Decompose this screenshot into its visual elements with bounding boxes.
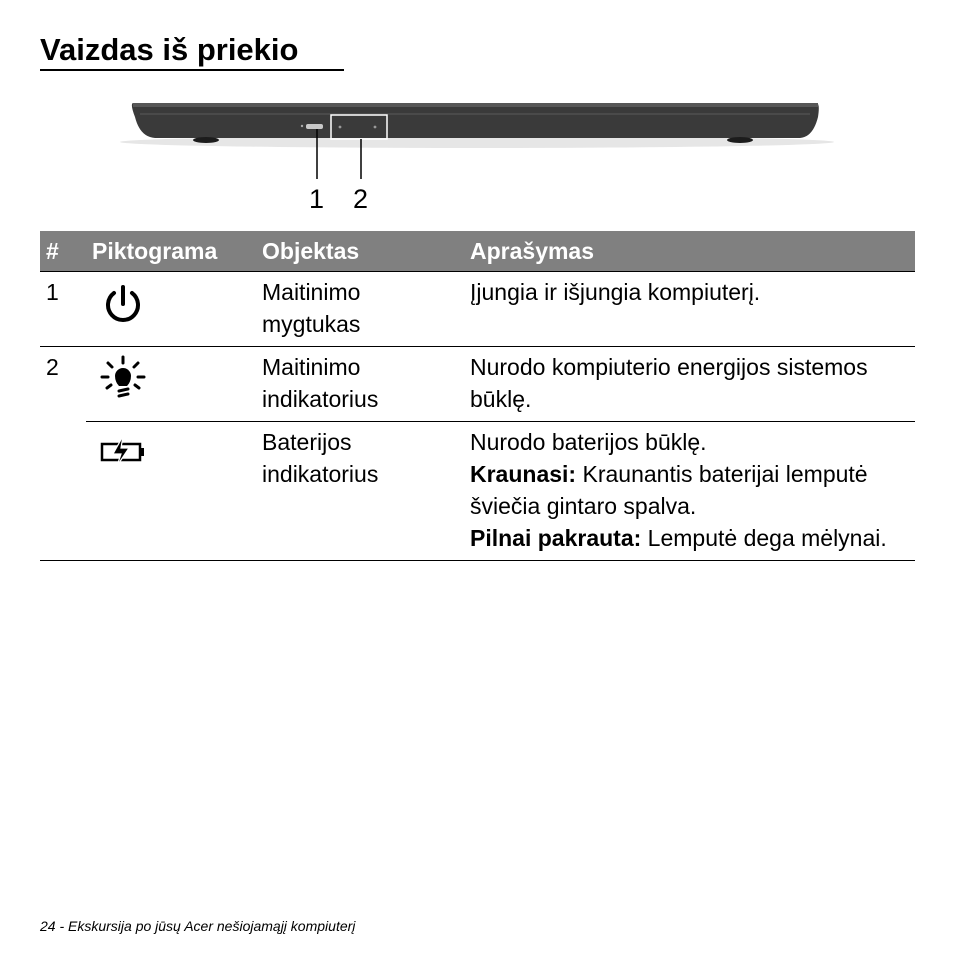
full-note bbox=[470, 522, 909, 554]
battery-charging-icon bbox=[98, 434, 148, 468]
row-number bbox=[40, 422, 86, 561]
row-object: Maitinimo mygtukas bbox=[256, 272, 464, 347]
table-row bbox=[40, 272, 915, 347]
title-underline bbox=[40, 69, 344, 71]
row-number: 1 bbox=[40, 272, 86, 347]
row-description-block bbox=[464, 422, 915, 561]
charging-text: Kraunantis baterijai lemputė šviečia gintaro spalva. bbox=[470, 461, 868, 519]
header-description: Aprašymas bbox=[464, 231, 915, 272]
header-number: # bbox=[40, 231, 86, 272]
callout-2: 2 bbox=[353, 184, 369, 214]
page-title: Vaizdas iš priekio bbox=[40, 32, 299, 67]
page-footer: 24 - Ekskursija po jūsų Acer nešiojamąjį kompiuterį bbox=[40, 918, 356, 934]
table-row bbox=[40, 422, 915, 561]
row-description: Nurodo baterijos būklę. bbox=[470, 429, 707, 455]
header-icon: Piktograma bbox=[86, 231, 256, 272]
callout-1: 1 bbox=[309, 184, 325, 214]
power-icon bbox=[100, 282, 146, 328]
full-text: Lemputė dega mėlynai. bbox=[647, 525, 887, 551]
table-row bbox=[40, 347, 915, 422]
components-table bbox=[40, 231, 915, 561]
header-object: Objektas bbox=[256, 231, 464, 272]
row-object: Baterijos indikatorius bbox=[256, 422, 464, 561]
charging-label: Kraunasi: bbox=[470, 461, 577, 487]
table-header-row bbox=[40, 231, 915, 272]
full-label: Pilnai pakrauta: bbox=[470, 525, 642, 551]
charging-note bbox=[470, 458, 909, 522]
row-description: Nurodo kompiuterio energijos sistemos būklę. bbox=[464, 347, 915, 422]
row-object: Maitinimo indikatorius bbox=[256, 347, 464, 422]
laptop-front-view-image bbox=[110, 95, 845, 225]
power-light-icon bbox=[98, 355, 148, 405]
row-description: Įjungia ir išjungia kompiuterį. bbox=[464, 272, 915, 347]
row-number: 2 bbox=[40, 347, 86, 422]
